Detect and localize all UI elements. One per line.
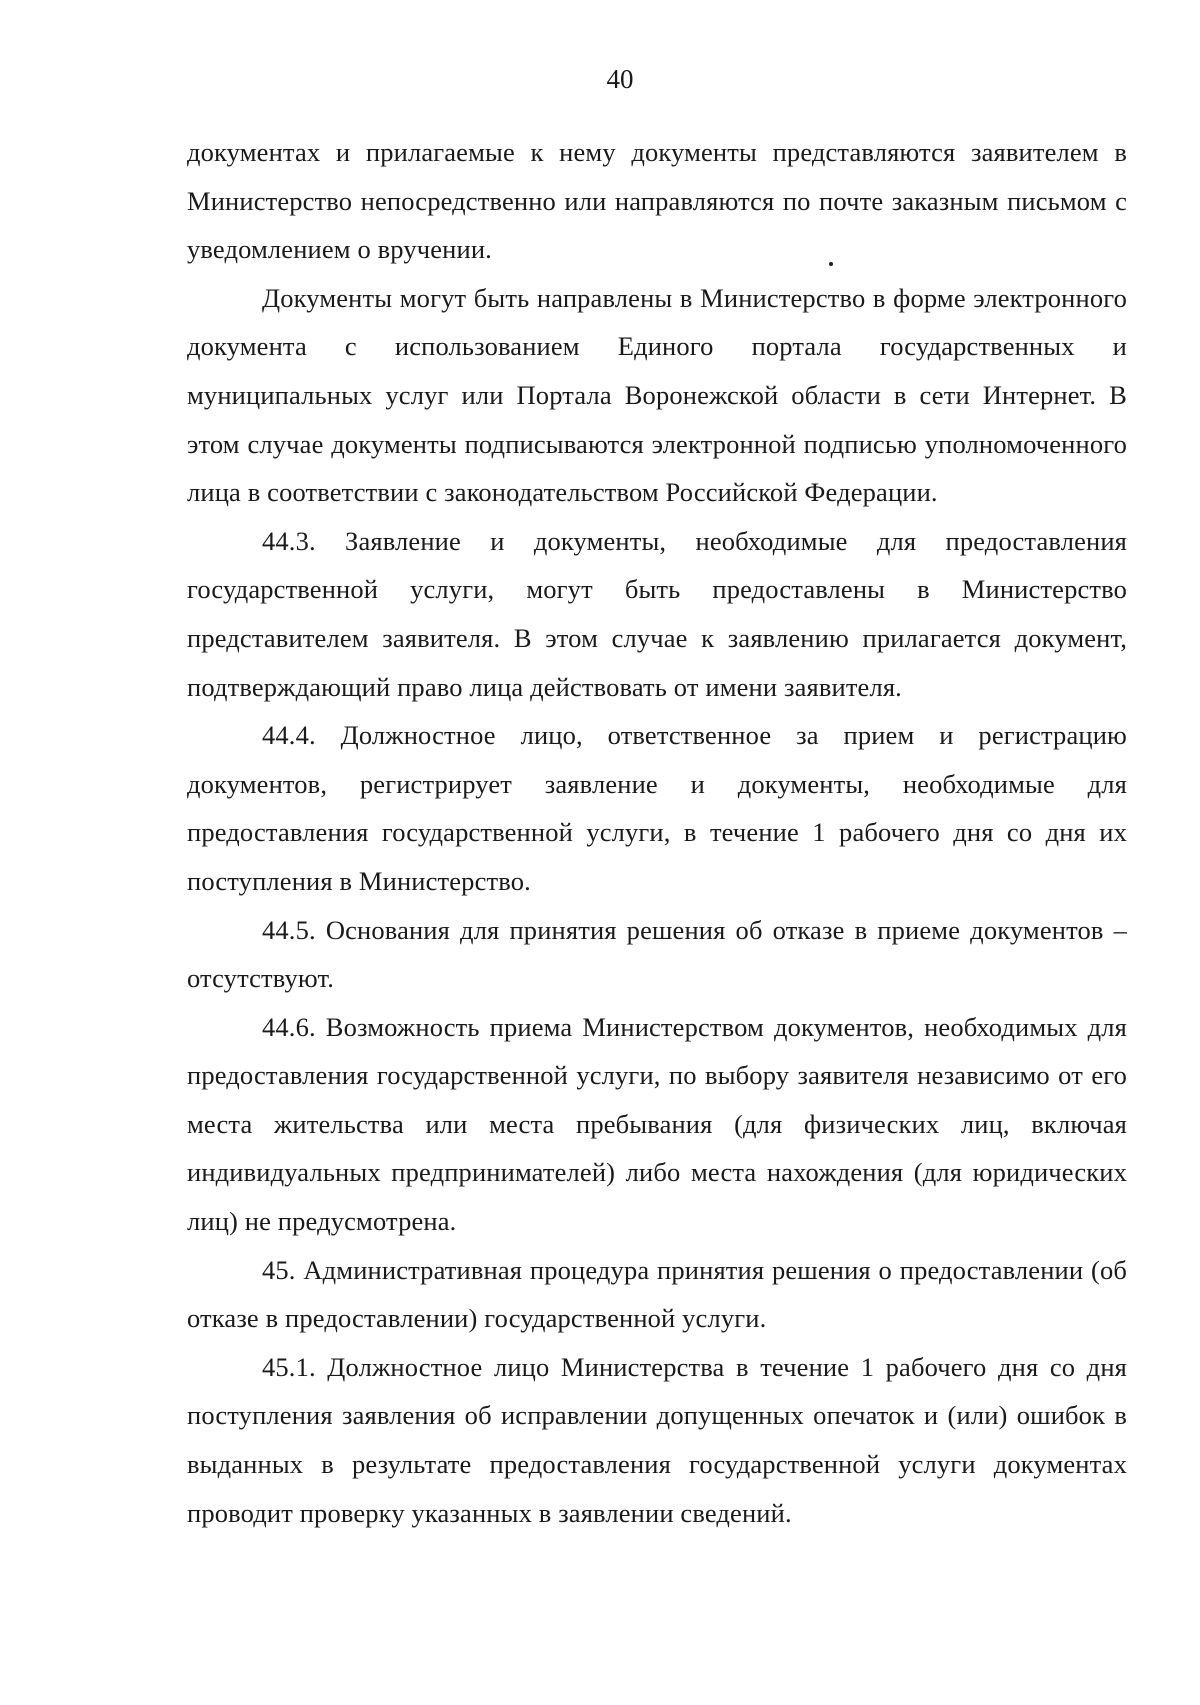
paragraph-continuation: документах и прилагаемые к нему документы представляются заявителем в Министерство непосредственно или направляются по почте заказным письмом с уведомлением о вручении. <box>187 137 1127 265</box>
paragraph-44-4: 44.4. Должностное лицо, ответственное за прием и регистрацию документов, регистрирует заявление и документы, необходимые для предоставления государственной услуги, в течение 1 рабочего дня со дня их поступления в Министерство. <box>187 720 1127 896</box>
paragraph-45: 45. Административная процедура принятия решения о предоставлении (об отказе в предоставлении) государственной услуги. <box>187 1254 1127 1334</box>
paragraph-44-3: 44.3. Заявление и документы, необходимые для предоставления государственной услуги, могут быть предоставлены в Министерство представителем заявителя. В этом случае к заявлению прилагается документ, подтверждающий право лица действовать от имени заявителя. <box>187 525 1127 702</box>
paragraph-44-5: 44.5. Основания для принятия решения об отказе в приеме документов – отсутствуют. <box>187 914 1127 994</box>
paragraph-45-1: 45.1. Должностное лицо Министерства в течение 1 рабочего дня со дня поступления заявления об исправлении допущенных опечаток и (или) ошибок в выданных в результате предоставления государственной услуги документах проводит проверку указанных в заявлении сведений. <box>187 1351 1127 1528</box>
body-text <box>187 128 1127 1537</box>
paragraph-electronic-submission: Документы могут быть направлены в Министерство в форме электронного документа с использованием Единого портала государственных и муниципальных услуг или Портала Воронежской области в сети Интернет. В этом случае документы подписываются электронной подписью уполномоченного лица в соответствии с законодательством Российской Федерации. <box>187 282 1127 508</box>
page-number: 40 <box>606 64 634 94</box>
paragraph-44-6: 44.6. Возможность приема Министерством документов, необходимых для предоставления государственной услуги, по выбору заявителя независимо от его места жительства или места пребывания (для физических лиц, включая индивидуальных предпринимателей) либо места нахождения (для юридических лиц) не предусмотрена. <box>187 1011 1127 1237</box>
